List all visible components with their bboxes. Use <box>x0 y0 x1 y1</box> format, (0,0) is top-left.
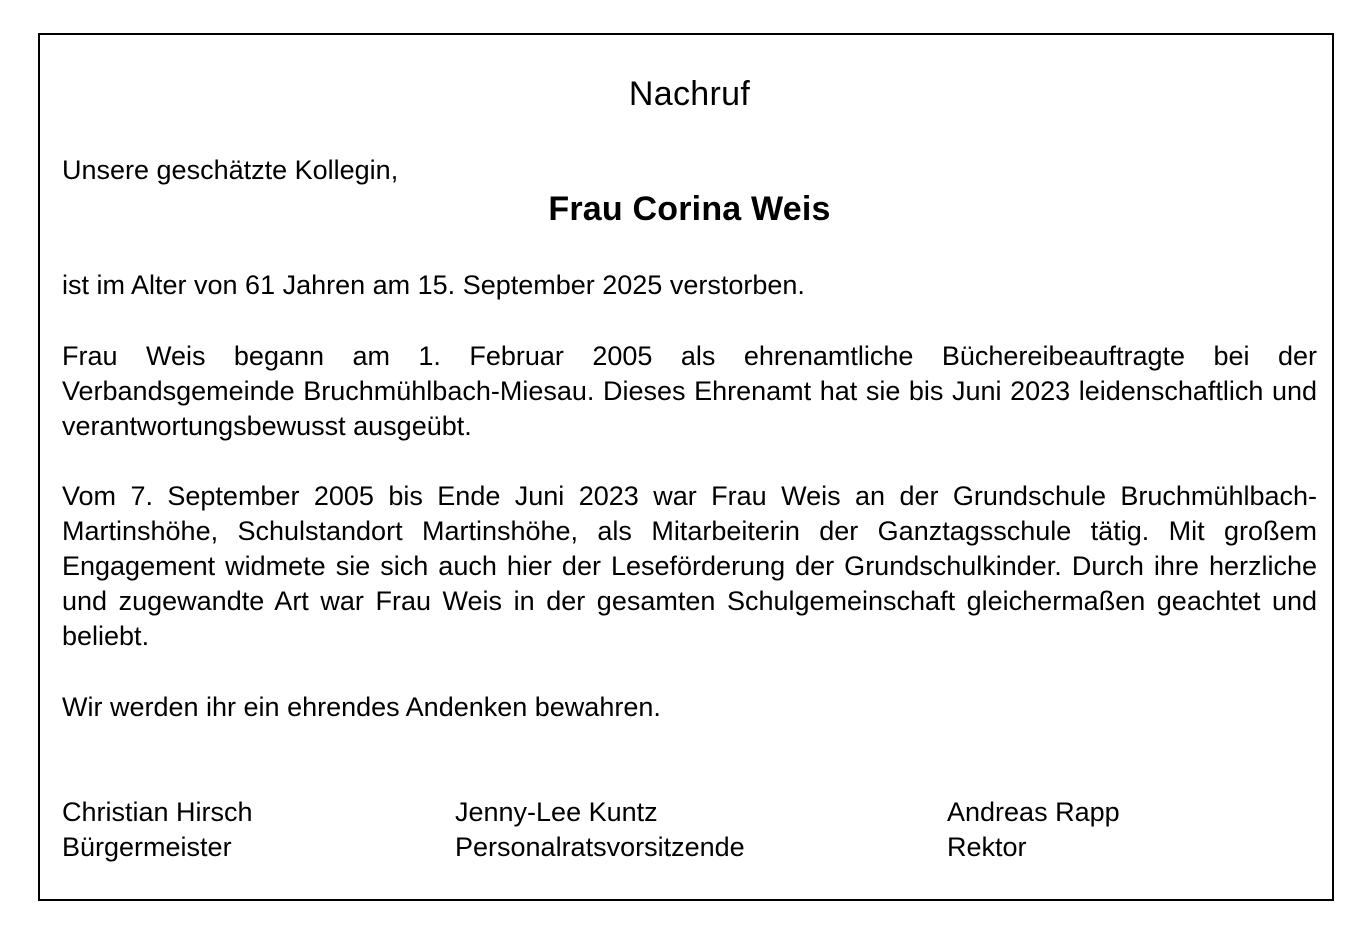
signatory-staff-council <box>455 795 745 865</box>
school-paragraph: Vom 7. September 2005 bis Ende Juni 2023 war Frau Weis an der Grundschule Bruchmühlbach-Martinshöhe, Schulstandort Martinshöhe, als Mitarbeiterin der Ganztagsschule tätig. Mit großem Engagement widmete sie sich auch hier der Leseförderung der Grundschulkinder. Durch ihre herzliche und zugewandte Art war Frau Weis in der gesamten Schulgemeinschaft gleichermaßen geachtet und beliebt. <box>62 481 1317 651</box>
salutation: Unsere geschätzte Kollegin, <box>62 155 399 185</box>
obituary-frame <box>38 33 1334 901</box>
obituary-content <box>62 35 1317 899</box>
volunteer-paragraph: Frau Weis begann am 1. Februar 2005 als ehrenamtliche Büchereibeauftragte bei der Verbandsgemeinde Bruchmühlbach-Miesau. Dieses Ehrenamt hat sie bis Juni 2023 leidenschaftlich und verantwortungsbewusst ausgeübt. <box>62 341 1317 441</box>
signatory-role: Bürgermeister <box>62 832 232 862</box>
signatory-name: Jenny-Lee Kuntz <box>455 797 658 827</box>
signatory-name: Christian Hirsch <box>62 797 253 827</box>
deceased-name: Frau Corina Weis <box>548 190 831 228</box>
obituary-title: Nachruf <box>628 75 751 113</box>
death-notice-paragraph: ist im Alter von 61 Jahren am 15. September 2025 verstorben. <box>62 270 805 300</box>
signatory-principal <box>947 795 1120 865</box>
signatory-mayor <box>62 795 253 865</box>
signatory-role: Rektor <box>947 832 1027 862</box>
closing-paragraph: Wir werden ihr ein ehrendes Andenken bewahren. <box>62 692 661 722</box>
signatory-name: Andreas Rapp <box>947 797 1120 827</box>
signatory-role: Personalratsvorsitzende <box>455 832 745 862</box>
